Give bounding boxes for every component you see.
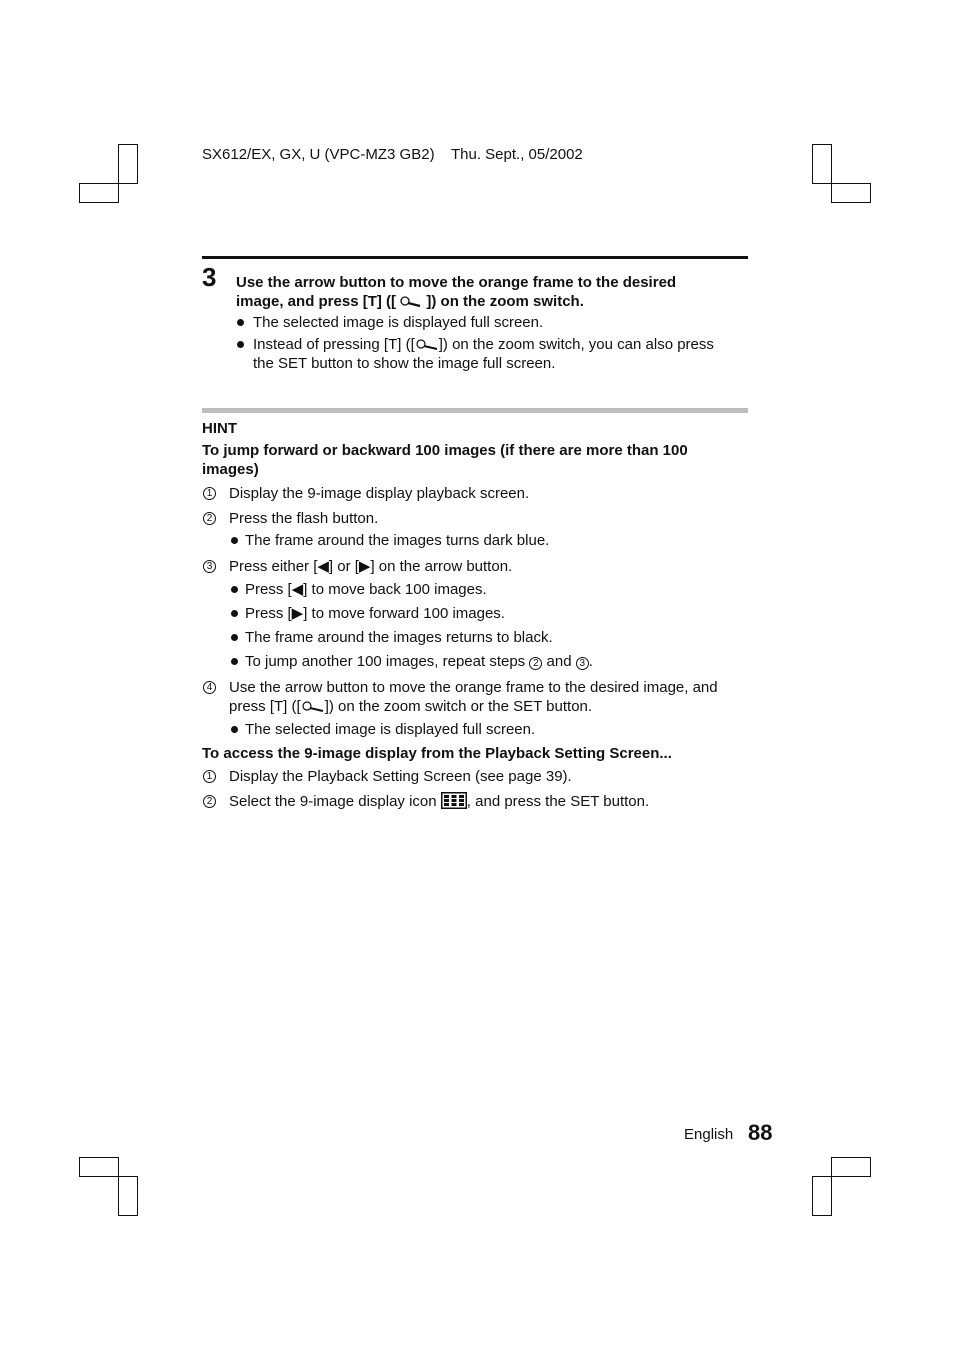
section-rule [202, 256, 748, 259]
bullet-dot [231, 537, 238, 544]
bullet-dot [237, 341, 244, 348]
crop-mark [831, 183, 871, 203]
step-marker-1: 1 [203, 770, 216, 783]
bullet-dot [231, 726, 238, 733]
bullet-dot [237, 319, 244, 326]
footer-language: English [684, 1126, 734, 1143]
jump-step-4-line1: Use the arrow button to move the orange frame to the desired image, and [229, 679, 718, 696]
crop-mark [79, 1157, 119, 1177]
jump-title-line2: images) [202, 461, 259, 478]
jump-step-4-bullet: The selected image is displayed full screen. [245, 721, 536, 738]
step-bullet-2-line2: the SET button to show the image full screen. [253, 355, 556, 372]
access-step-1: Display the Playback Setting Screen (see page 39). [229, 768, 572, 785]
zoom-tele-icon [400, 294, 422, 313]
crop-mark [79, 183, 119, 203]
access-title: To access the 9-image display from the Playback Setting Screen... [202, 745, 672, 762]
step-ref-3: 3 [576, 657, 589, 670]
access-step-2: Select the 9-image display icon , and press the SET button. [229, 792, 649, 814]
step-marker-2: 2 [203, 512, 216, 525]
crop-mark [118, 144, 138, 184]
jump-step-3-bullet-3: The frame around the images returns to black. [245, 629, 553, 646]
nine-image-display-icon [441, 792, 467, 814]
header-date: Thu. Sept., 05/2002 [450, 146, 583, 163]
jump-step-3-bullet-1: Press [◀] to move back 100 images. [245, 581, 487, 598]
bullet-dot [231, 610, 238, 617]
jump-step-3-bullet-4: To jump another 100 images, repeat steps 2 and 3 . [245, 653, 593, 670]
bullet-dot [231, 586, 238, 593]
step-instruction-line1: Use the arrow button to move the orange frame to the desired [236, 274, 677, 291]
step-number: 3 [202, 262, 217, 292]
crop-mark [812, 144, 832, 184]
jump-step-4-line2: press [T] ([ ]) on the zoom switch or the SET button. [229, 697, 592, 718]
jump-step-2-bullet: The frame around the images turns dark blue. [245, 532, 550, 549]
step-bullet-2-line1: Instead of pressing [T] ([ ]) on the zoom switch, you can also press [253, 335, 714, 356]
bullet-dot [231, 634, 238, 641]
crop-mark [831, 1157, 871, 1177]
step-instruction-line2: image, and press [T] ([ ]) on the zoom switch. [236, 292, 584, 313]
step-bullet-1: The selected image is displayed full screen. [253, 314, 544, 331]
jump-title-line1: To jump forward or backward 100 images (if there are more than 100 [202, 442, 688, 459]
step-marker-4: 4 [203, 681, 216, 694]
crop-mark [812, 1176, 832, 1216]
step-marker-2: 2 [203, 795, 216, 808]
step-marker-3: 3 [203, 560, 216, 573]
header-model: SX612/EX, GX, U (VPC-MZ3 GB2) [202, 146, 435, 163]
jump-step-2: Press the flash button. [229, 510, 379, 527]
step-marker-1: 1 [203, 487, 216, 500]
jump-step-3: Press either [◀] or [▶] on the arrow button. [229, 558, 513, 575]
print-header [202, 146, 583, 163]
step-ref-2: 2 [529, 657, 542, 670]
hint-label: HINT [202, 420, 237, 437]
jump-step-3-bullet-2: Press [▶] to move forward 100 images. [245, 605, 505, 622]
zoom-tele-icon [301, 699, 325, 718]
page-number: 88 [748, 1120, 773, 1145]
jump-step-1: Display the 9-image display playback screen. [229, 485, 530, 502]
crop-mark [118, 1176, 138, 1216]
hint-rule [202, 408, 748, 413]
bullet-dot [231, 658, 238, 665]
